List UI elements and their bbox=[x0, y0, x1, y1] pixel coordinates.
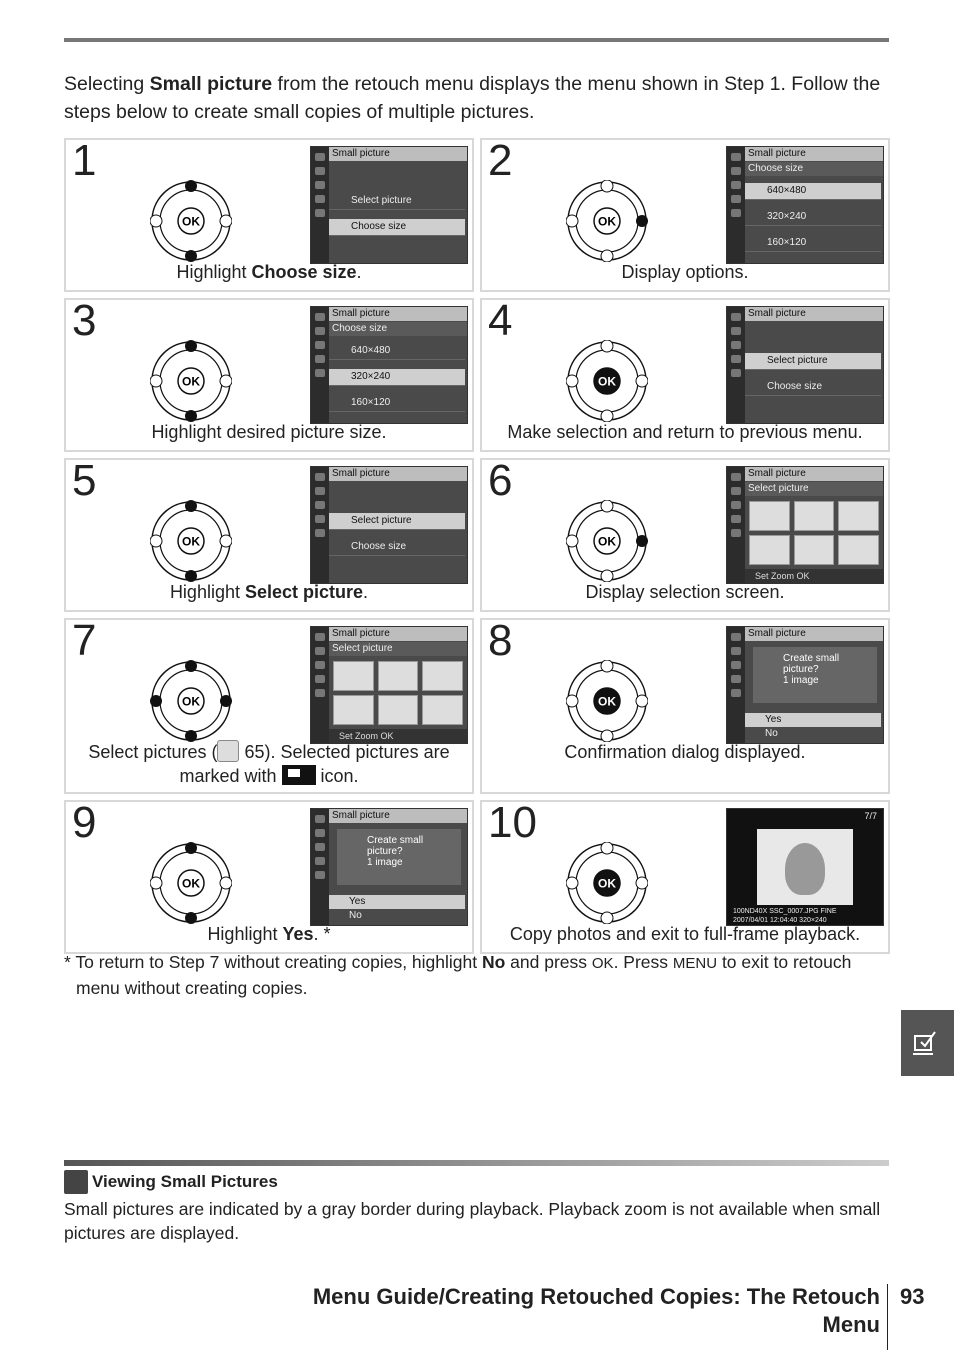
step-number: 1 bbox=[72, 136, 97, 185]
option-no: No bbox=[765, 728, 778, 739]
thumbnail-grid bbox=[333, 661, 463, 725]
selected-picture-icon bbox=[282, 765, 316, 785]
multi-selector-icon bbox=[150, 340, 232, 422]
step-caption: Confirmation dialog displayed. bbox=[564, 742, 806, 762]
step-panel-9 bbox=[64, 800, 474, 954]
tip-bar bbox=[64, 1160, 889, 1166]
step-number: 4 bbox=[488, 296, 513, 345]
menu-item-choose-size: Choose size bbox=[329, 539, 465, 556]
step-caption: Highlight Select picture. bbox=[169, 582, 369, 602]
camera-screen bbox=[726, 626, 884, 744]
footer-section-title: Menu Guide/Creating Retouched Copies: The Retouch Menu bbox=[312, 1284, 880, 1337]
step-panel-8 bbox=[480, 618, 890, 794]
camera-screen bbox=[726, 466, 884, 584]
step-panel-1 bbox=[64, 138, 474, 292]
menu-item-320: 320×240 bbox=[745, 209, 881, 226]
camera-screen bbox=[310, 466, 468, 584]
tip-body: Small pictures are indicated by a gray border during playback. Playback zoom is not available when small pictures are displayed. bbox=[64, 1199, 881, 1243]
date-info: 2007/04/01 12:04:40 320×240 bbox=[733, 917, 827, 924]
camera-screen bbox=[310, 306, 468, 424]
svg-text:OK: OK bbox=[182, 534, 200, 549]
screen-footer: Set Zoom OK bbox=[329, 729, 467, 743]
screen-title: Small picture bbox=[329, 147, 467, 161]
svg-text:OK: OK bbox=[598, 374, 616, 389]
step-panel-6 bbox=[480, 458, 890, 612]
menu-item-choose-size: Choose size bbox=[329, 219, 465, 236]
step-caption: Highlight Choose size. bbox=[176, 262, 362, 282]
footer-rule bbox=[887, 1284, 888, 1350]
intro-paragraph bbox=[64, 70, 889, 126]
screen-subtitle: Choose size bbox=[745, 162, 883, 176]
svg-text:OK: OK bbox=[598, 694, 616, 709]
menu-item-640: 640×480 bbox=[329, 343, 465, 360]
screen-footer: Set Zoom OK bbox=[745, 569, 883, 583]
step-number: 8 bbox=[488, 616, 513, 665]
menu-item-choose-size: Choose size bbox=[745, 379, 881, 396]
camera-screen bbox=[726, 306, 884, 424]
pencil-note-icon bbox=[64, 1170, 88, 1194]
top-rule bbox=[64, 38, 889, 42]
screen-title: Small picture bbox=[745, 467, 883, 481]
svg-text:OK: OK bbox=[182, 374, 200, 389]
step-number: 10 bbox=[488, 798, 537, 847]
screen-subtitle: Select picture bbox=[329, 642, 467, 656]
tip-title: Viewing Small Pictures bbox=[64, 1170, 278, 1194]
multi-selector-icon bbox=[566, 340, 648, 422]
screen-title: Small picture bbox=[745, 627, 883, 641]
multi-selector-icon bbox=[566, 180, 648, 262]
option-yes: Yes bbox=[329, 895, 465, 909]
step-number: 2 bbox=[488, 136, 513, 185]
camera-screen bbox=[726, 146, 884, 264]
svg-text:OK: OK bbox=[182, 214, 200, 229]
menu-item-160: 160×120 bbox=[329, 395, 465, 412]
steps-grid bbox=[64, 138, 890, 960]
svg-text:OK: OK bbox=[598, 534, 616, 549]
menu-item-select-picture: Select picture bbox=[329, 193, 465, 210]
intro-text-2: from the retouch menu displays the menu shown in Step 1. Follow the steps below to create small copies of multiple pictures. bbox=[64, 73, 881, 123]
step-caption: Display selection screen. bbox=[585, 582, 785, 602]
menu-item-select-picture: Select picture bbox=[745, 353, 881, 370]
screen-title: Small picture bbox=[329, 467, 467, 481]
confirm-dialog: Create small picture? 1 image bbox=[337, 829, 461, 885]
step-number: 3 bbox=[72, 296, 97, 345]
option-yes: Yes bbox=[745, 713, 881, 727]
intro-bold: Small picture bbox=[149, 73, 273, 95]
menu-item-640: 640×480 bbox=[745, 183, 881, 200]
step-panel-4 bbox=[480, 298, 890, 452]
playback-screen bbox=[726, 808, 884, 926]
menu-item-select-picture: Select picture bbox=[329, 513, 465, 530]
step-caption: Display options. bbox=[621, 262, 749, 282]
svg-text:OK: OK bbox=[182, 876, 200, 891]
step-caption: Select pictures ( 65). Selected pictures are marked with icon. bbox=[88, 742, 450, 786]
screen-title: Small picture bbox=[745, 307, 883, 321]
camera-screen bbox=[310, 808, 468, 926]
svg-text:OK: OK bbox=[182, 694, 200, 709]
screen-title: Small picture bbox=[329, 809, 467, 823]
option-no: No bbox=[349, 910, 362, 921]
thumbnail-grid bbox=[749, 501, 879, 565]
screen-title: Small picture bbox=[329, 627, 467, 641]
svg-text:OK: OK bbox=[598, 876, 616, 891]
step-number: 5 bbox=[72, 456, 97, 505]
intro-text: Selecting bbox=[64, 73, 150, 95]
menu-item-160: 160×120 bbox=[745, 235, 881, 252]
multi-selector-icon bbox=[566, 660, 648, 742]
multi-selector-icon bbox=[150, 180, 232, 262]
footnote: * To return to Step 7 without creating copies, highlight No and press OK. Press MENU to exit to retouch menu without creating copies. bbox=[64, 952, 852, 998]
confirm-dialog: Create small picture? 1 image bbox=[753, 647, 877, 703]
page-number: 93 bbox=[900, 1284, 925, 1309]
screen-title: Small picture bbox=[329, 307, 467, 321]
screen-title: Small picture bbox=[745, 147, 883, 161]
camera-screen bbox=[310, 626, 468, 744]
portrait-figure bbox=[785, 843, 825, 895]
step-caption: Highlight Yes. * bbox=[207, 924, 331, 944]
retouch-icon bbox=[901, 1010, 954, 1076]
svg-text:OK: OK bbox=[598, 214, 616, 229]
step-caption: Make selection and return to previous menu. bbox=[507, 422, 863, 442]
multi-selector-icon bbox=[566, 500, 648, 582]
page-reference-icon bbox=[217, 740, 239, 762]
screen-subtitle: Select picture bbox=[745, 482, 883, 496]
step-panel-7 bbox=[64, 618, 474, 794]
step-caption: Highlight desired picture size. bbox=[151, 422, 387, 442]
multi-selector-icon bbox=[150, 842, 232, 924]
step-panel-5 bbox=[64, 458, 474, 612]
step-number: 6 bbox=[488, 456, 513, 505]
multi-selector-icon bbox=[150, 660, 232, 742]
step-panel-3 bbox=[64, 298, 474, 452]
step-number: 9 bbox=[72, 798, 97, 847]
multi-selector-icon bbox=[566, 842, 648, 924]
step-panel-10 bbox=[480, 800, 890, 954]
step-panel-2 bbox=[480, 138, 890, 292]
screen-subtitle: Choose size bbox=[329, 322, 467, 336]
menu-item-320: 320×240 bbox=[329, 369, 465, 386]
step-number: 7 bbox=[72, 616, 97, 665]
file-info: 100ND40X SSC_0007.JPG FINE bbox=[733, 908, 837, 915]
retouch-section-tab bbox=[901, 1010, 954, 1076]
camera-screen bbox=[310, 146, 468, 264]
multi-selector-icon bbox=[150, 500, 232, 582]
step-caption: Copy photos and exit to full-frame playback. bbox=[509, 924, 861, 944]
frame-counter: 7/7 bbox=[864, 811, 877, 821]
